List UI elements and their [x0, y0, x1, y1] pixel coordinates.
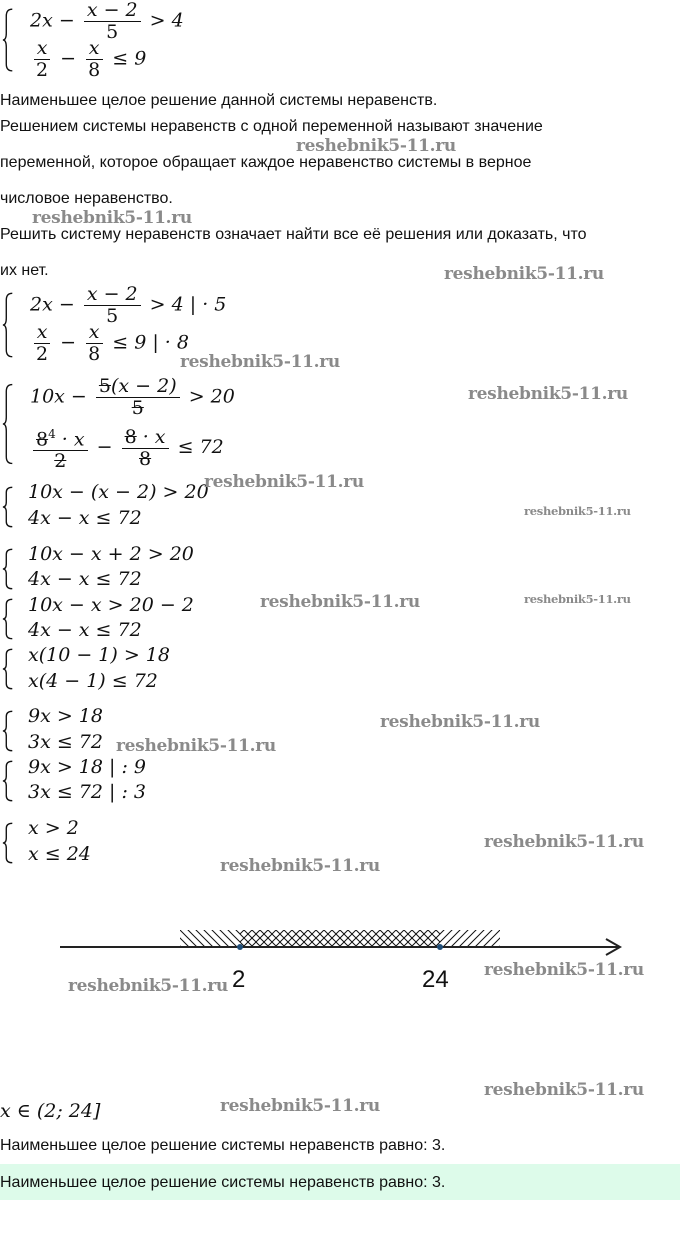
system1-line2: $\frac{x}{2}$ − $\frac{x}{8}$ ≤ 9 | · 8 — [30, 322, 189, 365]
system4-line2: 4x − x ≤ 72 — [28, 568, 142, 590]
system3-line2: 4x − x ≤ 72 — [28, 507, 142, 529]
definition-line-4: Решить систему неравенств означает найти все её решения или доказать, что — [0, 226, 587, 243]
watermark: reshebnik5-11.ru — [68, 976, 228, 996]
watermark: reshebnik5-11.ru — [220, 856, 380, 876]
system6-line1: x > 2 — [28, 817, 79, 839]
watermark: reshebnik5-11.ru — [484, 1080, 644, 1100]
system-brace — [2, 756, 14, 806]
watermark: reshebnik5-11.ru — [204, 472, 364, 492]
system4-line6: x(4 − 1) ≤ 72 — [28, 670, 158, 692]
system4-line1: 10x − x + 2 > 20 — [28, 543, 194, 565]
definition-line-2: переменной, которое обращает каждое неравенство системы в верное — [0, 154, 532, 171]
system4-line4: 4x − x ≤ 72 — [28, 619, 142, 641]
number-line-label-left: 2 — [232, 966, 246, 993]
watermark: reshebnik5-11.ru — [180, 352, 340, 372]
system-brace — [2, 594, 14, 644]
system5-line4: 3x ≤ 72 | : 3 — [28, 781, 146, 803]
hatch-region-x-le-24 — [240, 930, 500, 947]
system-brace — [2, 286, 14, 364]
watermark: reshebnik5-11.ru — [468, 384, 628, 404]
system-brace — [2, 482, 14, 532]
watermark: reshebnik5-11.ru — [32, 208, 192, 228]
interval-answer: x ∈ (2; 24] — [0, 1100, 101, 1122]
system-brace — [2, 818, 14, 868]
watermark: reshebnik5-11.ru — [220, 1096, 380, 1116]
watermark: reshebnik5-11.ru — [484, 832, 644, 852]
system-brace — [2, 706, 14, 756]
definition-line-5: их нет. — [0, 262, 49, 279]
system2-line1: 10x − $\frac{5(x - 2)}{5}$ > 20 — [30, 375, 235, 419]
definition-line-1: Решением системы неравенств с одной переменной называют значение — [0, 118, 543, 135]
watermark: reshebnik5-11.ru — [444, 264, 604, 284]
point-24 — [437, 944, 443, 950]
system4-line3: 10x − x > 20 − 2 — [28, 594, 194, 616]
definition-line-3: числовое неравенство. — [0, 190, 173, 207]
system-brace — [2, 544, 14, 594]
system2-line2: $\frac{8^4 \cdot x}{2}$ − $\frac{8 \cdot x}{8}$ ≤ 72 — [30, 424, 224, 472]
system6-line2: x ≤ 24 — [28, 843, 91, 865]
watermark: reshebnik5-11.ru — [524, 592, 631, 606]
answer-text: Наименьшее целое решение системы неравенств равно: 3. — [0, 1174, 446, 1191]
watermark: reshebnik5-11.ru — [380, 712, 540, 732]
watermark: reshebnik5-11.ru — [484, 960, 644, 980]
system4-line5: x(10 − 1) > 18 — [28, 644, 170, 666]
number-line-label-right: 24 — [422, 966, 449, 993]
frac-denominator: 5 — [106, 21, 119, 43]
system0-line1: 2x − $\frac{x - 2}{5}$ > 4 — [30, 0, 184, 43]
system-brace — [2, 644, 14, 694]
system5-line1: 9x > 18 — [28, 705, 103, 727]
system-brace — [2, 376, 14, 472]
answer-box — [0, 1164, 680, 1200]
task-text: Наименьшее целое решение данной системы неравенств. — [0, 92, 438, 109]
system3-line1: 10x − (x − 2) > 20 — [28, 481, 209, 503]
watermark: reshebnik5-11.ru — [116, 736, 276, 756]
system5-line2: 3x ≤ 72 — [28, 731, 103, 753]
result-text: Наименьшее целое решение системы неравенств равно: 3. — [0, 1137, 446, 1154]
system-brace — [2, 2, 14, 78]
system1-line1: 2x − $\frac{x - 2}{5}$ > 4 | · 5 — [30, 283, 227, 327]
system0-line2: $\frac{x}{2}$ − $\frac{x}{8}$ ≤ 9 — [30, 38, 146, 81]
point-2 — [237, 944, 243, 950]
watermark: reshebnik5-11.ru — [524, 504, 631, 518]
watermark: reshebnik5-11.ru — [296, 136, 456, 156]
frac-numerator: x − 2 — [84, 0, 141, 22]
watermark: reshebnik5-11.ru — [260, 592, 420, 612]
system5-line3: 9x > 18 | : 9 — [28, 756, 146, 778]
